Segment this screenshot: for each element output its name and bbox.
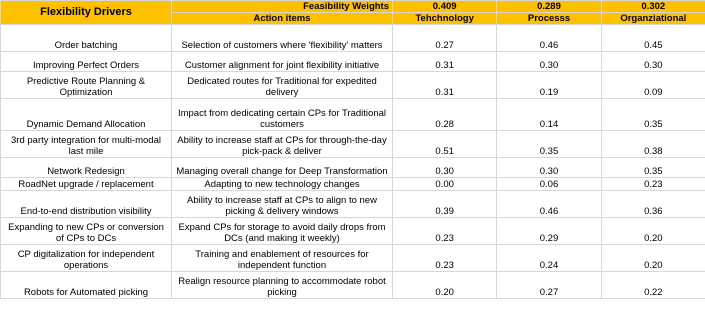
technology-score: 0.00 [393, 178, 497, 191]
action-cell: Impact from dedicating certain CPs for Traditional customers [172, 99, 393, 131]
organizational-score: 0.22 [601, 272, 705, 299]
driver-cell: Robots for Automated picking [1, 272, 172, 299]
process-score: 0.19 [497, 72, 601, 99]
table-row [1, 178, 705, 191]
organizational-score: 0.20 [601, 245, 705, 272]
organizational-score: 0.35 [601, 158, 705, 178]
technology-score: 0.31 [393, 72, 497, 99]
process-score: 0.29 [497, 218, 601, 245]
process-score: 0.30 [497, 158, 601, 178]
organizational-score: 0.30 [601, 52, 705, 72]
process-score: 0.14 [497, 99, 601, 131]
organizational-score: 0.35 [601, 99, 705, 131]
action-cell: Selection of customers where 'flexibility' matters [172, 25, 393, 52]
feasibility-weights-label: Feasibility Weights [172, 1, 393, 13]
process-score: 0.46 [497, 191, 601, 218]
technology-score: 0.51 [393, 131, 497, 158]
action-cell: Dedicated routes for Traditional for expedited delivery [172, 72, 393, 99]
driver-cell: Network Redesign [1, 158, 172, 178]
flexibility-drivers-header: Flexibility Drivers [1, 1, 172, 25]
technology-score: 0.20 [393, 272, 497, 299]
weight-organizational: 0.302 [601, 1, 705, 13]
technology-score: 0.31 [393, 52, 497, 72]
technology-score: 0.28 [393, 99, 497, 131]
table-row [1, 52, 705, 72]
process-score: 0.24 [497, 245, 601, 272]
organizational-score: 0.09 [601, 72, 705, 99]
action-items-header: Action items [172, 13, 393, 25]
organizational-score: 0.20 [601, 218, 705, 245]
process-score: 0.30 [497, 52, 601, 72]
action-cell: Adapting to new technology changes [172, 178, 393, 191]
technology-score: 0.39 [393, 191, 497, 218]
technology-score: 0.30 [393, 158, 497, 178]
table-row [1, 131, 705, 158]
driver-cell: RoadNet upgrade / replacement [1, 178, 172, 191]
action-cell: Managing overall change for Deep Transformation [172, 158, 393, 178]
technology-score: 0.23 [393, 245, 497, 272]
action-cell: Ability to increase staff at CPs for through-the-day pick-pack & deliver [172, 131, 393, 158]
table-row [1, 99, 705, 131]
table-row [1, 218, 705, 245]
driver-cell: Expanding to new CPs or conversion of CPs to DCs [1, 218, 172, 245]
driver-cell: End-to-end distribution visibility [1, 191, 172, 218]
table-row [1, 25, 705, 52]
action-cell: Expand CPs for storage to avoid daily drops from DCs (and making it weekly) [172, 218, 393, 245]
driver-cell: Order batching [1, 25, 172, 52]
action-cell: Customer alignment for joint flexibility initiative [172, 52, 393, 72]
organizational-score: 0.38 [601, 131, 705, 158]
weight-technology: 0.409 [393, 1, 497, 13]
driver-cell: CP digitalization for independent operations [1, 245, 172, 272]
technology-score: 0.27 [393, 25, 497, 52]
process-score: 0.46 [497, 25, 601, 52]
process-score: 0.27 [497, 272, 601, 299]
organizational-score: 0.23 [601, 178, 705, 191]
table-row [1, 72, 705, 99]
technology-header: Tehchnology [393, 13, 497, 25]
organizational-score: 0.36 [601, 191, 705, 218]
driver-cell: 3rd party integration for multi-modal last mile [1, 131, 172, 158]
weight-process: 0.289 [497, 1, 601, 13]
action-cell: Realign resource planning to accommodate robot picking [172, 272, 393, 299]
driver-cell: Improving Perfect Orders [1, 52, 172, 72]
driver-cell: Dynamic Demand Allocation [1, 99, 172, 131]
action-cell: Training and enablement of resources for independent function [172, 245, 393, 272]
technology-score: 0.23 [393, 218, 497, 245]
table-row [1, 245, 705, 272]
table-row [1, 191, 705, 218]
process-header: Processs [497, 13, 601, 25]
driver-cell: Predictive Route Planning & Optimization [1, 72, 172, 99]
table-row [1, 158, 705, 178]
action-cell: Ability to increase staff at CPs to align to new picking & delivery windows [172, 191, 393, 218]
organizational-header: Organziational [601, 13, 705, 25]
process-score: 0.35 [497, 131, 601, 158]
organizational-score: 0.45 [601, 25, 705, 52]
table-row [1, 272, 705, 299]
process-score: 0.06 [497, 178, 601, 191]
